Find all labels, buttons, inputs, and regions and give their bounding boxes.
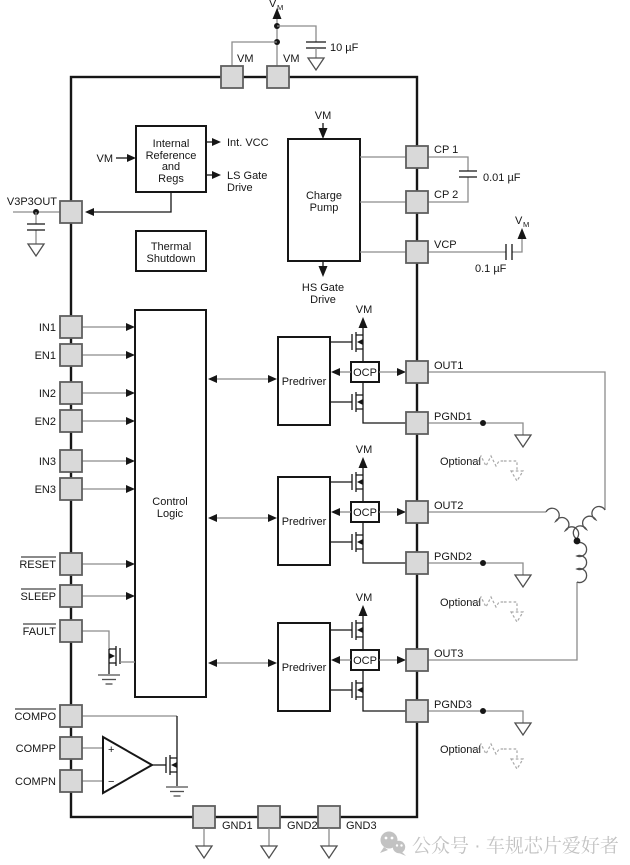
svg-text:Pump: Pump [309,202,339,214]
pin-label-sleep: SLEEP [20,591,56,603]
vm-rail-label: V [515,215,523,227]
pin-reset [60,553,82,575]
hs-gate-label-1: HS Gate [301,282,345,294]
pgnd2-ground [428,560,531,587]
ground-icon [515,575,531,587]
nmos-icon [352,680,363,700]
predriver-label: Predriver [281,516,327,528]
watermark-text: 公众号 · 车规芯片爱好者 [412,836,619,857]
pin-label-in1: IN1 [38,322,56,334]
nmos-icon [166,755,177,775]
cp-wires [360,157,407,252]
arrow-right-icon [126,485,135,493]
internal-reference-block [85,126,269,216]
bulk-cap-value: 10 µF [330,42,359,54]
vm-rail-subscript: M [277,3,284,12]
pin-in1 [60,316,82,338]
nmos-icon [352,332,363,352]
pin-en3 [60,478,82,500]
ground-icon [515,435,531,447]
pin-pgnd2 [406,552,428,574]
pin-en2 [60,410,82,432]
ls-gate-label-1: LS Gate [227,170,268,182]
pin-label-pgnd2: PGND2 [434,551,472,563]
pin-label-cp2: CP 2 [434,189,459,201]
pin-label-compp: COMPP [15,743,56,755]
arrow-right-icon [126,417,135,425]
pin-compp [60,737,82,759]
coil-phase3-icon [577,543,587,583]
bulk-capacitor [306,42,326,70]
int-vcc-label: Int. VCC [227,137,269,149]
arrow-right-icon [212,138,221,146]
pin-compn [60,770,82,792]
flying-capacitor [459,171,477,177]
pin-label-en3: EN3 [34,484,56,496]
pin-label-pgnd1: PGND1 [434,411,472,423]
svg-text:Reference: Reference [145,150,197,162]
ground-icon [98,675,120,684]
nmos-icon [352,620,363,640]
nmos-icon [352,392,363,412]
pin-gnd2 [258,806,280,828]
arrow-right-icon [126,457,135,465]
nmos-icon [352,532,363,552]
pin-sleep [60,585,82,607]
pin-en1 [60,344,82,366]
predriver-label: Predriver [281,662,327,674]
pin-label-fault: FAULT [22,626,56,638]
vm-rail-subscript: M [523,220,530,229]
ocp-label: OCP [353,367,377,379]
pin-label-out2: OUT2 [434,500,464,512]
arrow-right-icon [126,560,135,568]
v3p3out-circuit [13,209,60,256]
pin-label-in3: IN3 [38,456,56,468]
pin-in2 [60,382,82,404]
nmos-icon [352,472,363,492]
optional-label: Optional [440,456,481,468]
pin-v3p3out [60,201,82,223]
pin-vcp [406,241,428,263]
pin-out3 [406,649,428,671]
hs-gate-label-2: Drive [310,294,336,306]
nmos-icon [109,646,120,666]
half-bridge-2 [208,444,407,565]
star-point-dot [574,538,581,545]
up-arrow-icon [359,317,368,328]
ocp-label: OCP [353,507,377,519]
pin-label-compo: COMPO [14,711,56,723]
dashed-ground-icon [511,471,523,481]
pin-cp2 [406,191,428,213]
svg-text:Charge: Charge [305,190,343,202]
vm-pin2-label: VM [283,53,300,65]
pin-label-gnd3: GND3 [346,820,377,832]
minus-input-label: − [108,776,115,788]
pgnd1-ground [428,420,531,447]
pin-fault [60,620,82,642]
ls-gate-label-2: Drive [227,182,253,194]
junction-dot [480,708,486,714]
fault-opendrain-fet [82,631,135,684]
vm-label: VM [355,592,373,604]
pin-gnd3 [318,806,340,828]
ground-icon [515,723,531,735]
dashed-ground-icon [511,759,523,769]
optional-label: Optional [440,597,481,609]
pin-label-vcp: VCP [434,239,457,251]
junction-dot [480,420,486,426]
junction-dot [480,560,486,566]
v3p3-capacitor [27,224,45,230]
pin-in3 [60,450,82,472]
comparator-circuit [82,716,188,796]
pin-pgnd3 [406,700,428,722]
ground-icon [166,787,188,796]
ground-icon [321,846,337,858]
up-arrow-icon [518,228,527,239]
pin-label-gnd2: GND2 [287,820,318,832]
svg-text:Control: Control [152,496,188,508]
vm-input-label: VM [96,153,113,165]
watermark [380,832,619,858]
arrow-right-icon [126,592,135,600]
bottom-pins [193,806,377,858]
arrow-right-icon [126,323,135,331]
pin-label-v3p3out: V3P3OUT [6,196,57,208]
ground-icon [28,244,44,256]
ocp-label: OCP [353,655,377,667]
pin-vm-1 [221,66,243,88]
pin-label-compn: COMPN [15,776,56,788]
half-bridge-3 [208,592,407,711]
svg-text:Internal: Internal [152,138,190,150]
arrow-left-icon [85,208,94,216]
optional-sense-2 [440,597,523,622]
svg-text:and: and [161,161,181,173]
pin-pgnd1 [406,412,428,434]
pin-out1 [406,361,428,383]
control-logic-block [135,310,206,697]
predriver-label: Predriver [281,376,327,388]
vm-input-label: VM [314,110,332,122]
optional-sense-3 [440,744,523,769]
pin-label-en1: EN1 [34,350,56,362]
pin-label-cp1: CP 1 [434,144,459,156]
optional-label: Optional [440,744,481,756]
out1-route [428,372,605,510]
pin-label-out1: OUT1 [434,360,464,372]
pin-cp1 [406,146,428,168]
logic-input-wires [82,323,135,600]
pin-label-in2: IN2 [38,388,56,400]
arrow-down-icon [319,128,328,139]
ground-icon [308,58,324,70]
svg-text:Logic: Logic [156,508,184,520]
up-arrow-icon [359,457,368,468]
optional-sense-1 [440,456,523,481]
svg-text:Shutdown: Shutdown [146,253,196,265]
pgnd3-ground [428,708,531,735]
vm-label: VM [355,304,373,316]
pin-gnd1 [193,806,215,828]
pin-label-en2: EN2 [34,416,56,428]
pin-vm-2 [267,66,289,88]
vm-label: VM [355,444,373,456]
flying-cap-value: 0.01 µF [483,172,521,184]
thermal-shutdown-block [136,231,206,271]
wechat-icon [380,832,406,857]
arrow-right-icon [212,171,221,179]
arrow-right-icon [127,154,136,162]
pin-compo [60,705,82,727]
ground-icon [196,846,212,858]
vm-rail-label: V [269,0,277,10]
plus-input-label: + [108,744,115,756]
svg-text:Thermal: Thermal [150,241,192,253]
pin-label-pgnd3: PGND3 [434,699,472,711]
vm-pin1-label: VM [237,53,254,65]
charge-pump-block [288,110,407,306]
ground-icon [261,846,277,858]
svg-text:Regs: Regs [158,173,184,185]
dashed-ground-icon [511,612,523,622]
half-bridge-1 [208,304,407,425]
arrow-right-icon [126,351,135,359]
vm-supply-rail [221,0,359,88]
pin-out2 [406,501,428,523]
vcp-capacitor [506,244,512,260]
pin-label-out3: OUT3 [434,648,464,660]
pin-label-gnd1: GND1 [222,820,253,832]
vcp-cap-value: 0.1 µF [475,263,507,275]
arrow-down-icon [319,266,328,277]
pin-label-reset: RESET [19,559,56,571]
v3p3-feed-wire [94,192,171,212]
up-arrow-icon [359,605,368,616]
arrow-right-icon [126,389,135,397]
